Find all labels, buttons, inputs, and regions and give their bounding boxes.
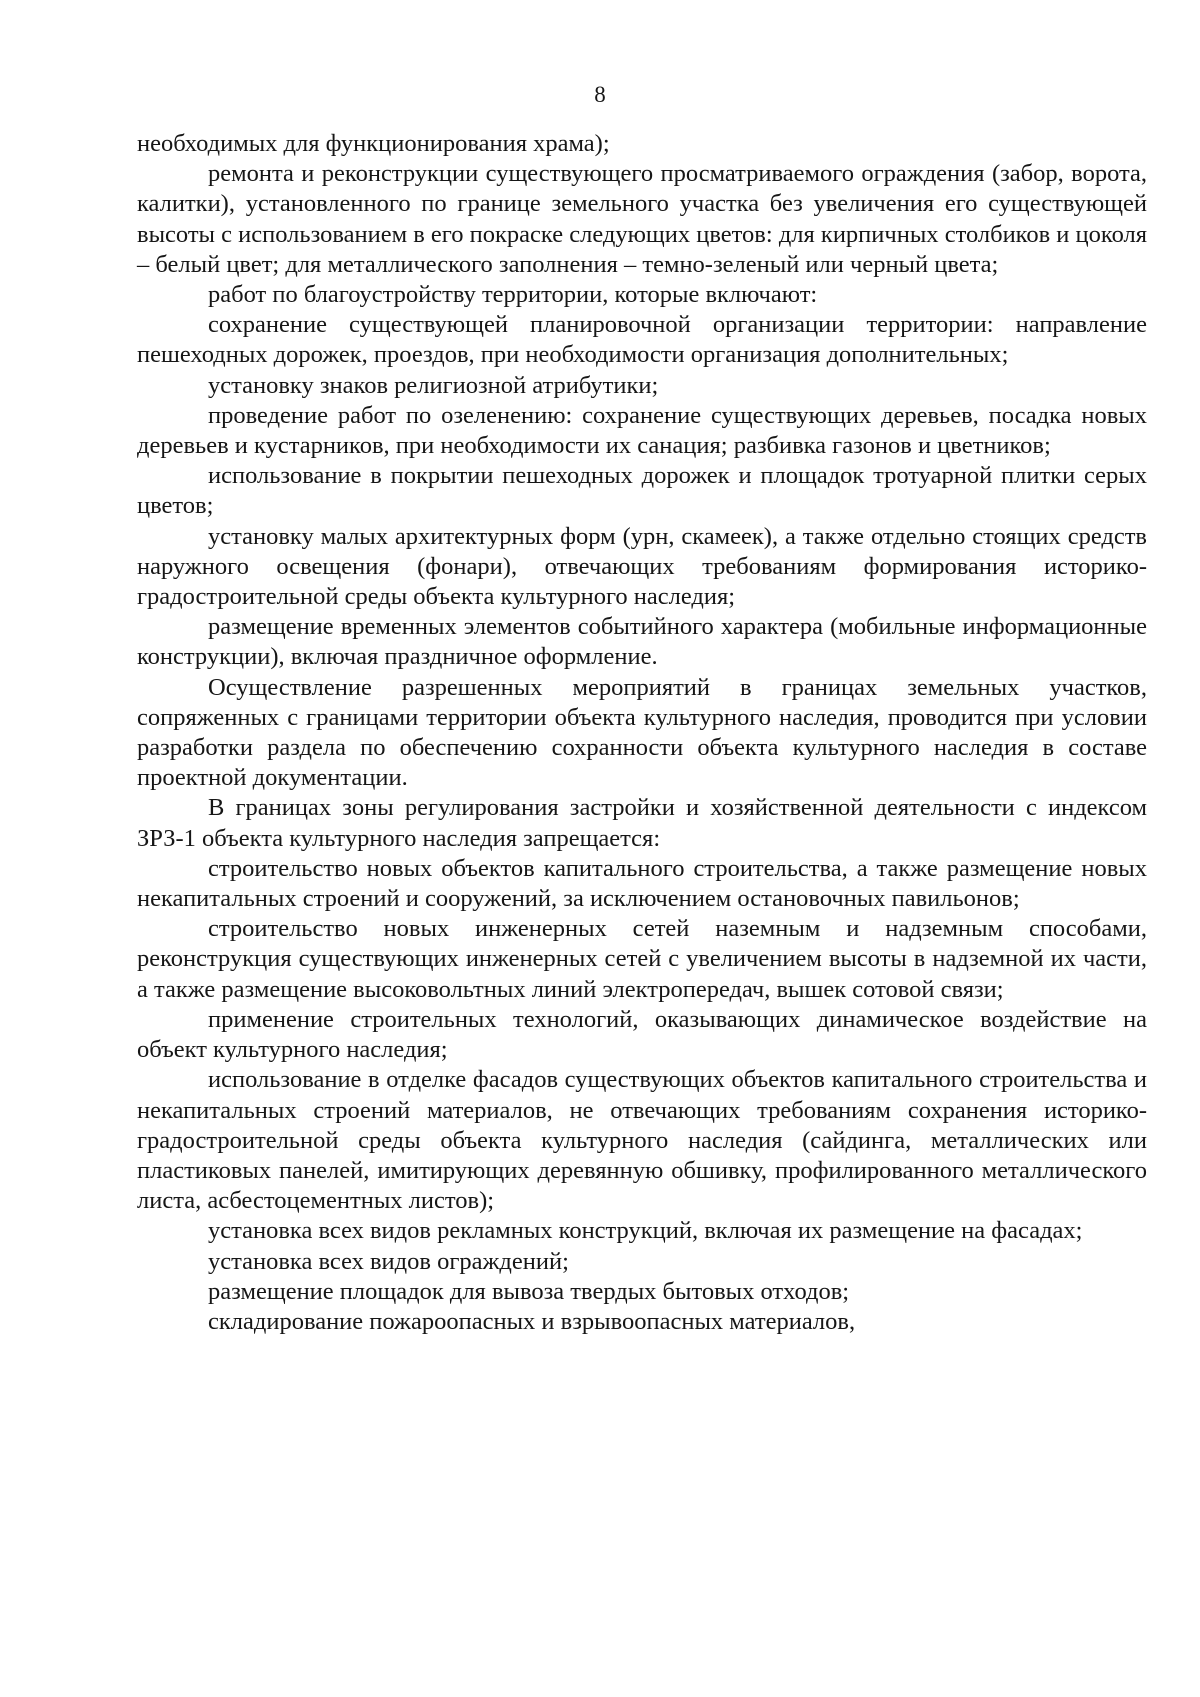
paragraph: В границах зоны регулирования застройки и хозяйственной деятельности с индексом ЗРЗ-1 объекта культурного наследия запрещается: xyxy=(137,794,1147,852)
paragraph: установка всех видов рекламных конструкций, включая их размещение на фасадах; xyxy=(208,1217,1083,1245)
paragraph: применение строительных технологий, оказывающих динамическое воздействие на объект культурного наследия; xyxy=(137,1005,1147,1064)
paragraph: складирование пожароопасных и взрывоопасных материалов, xyxy=(208,1307,856,1335)
paragraph: установку малых архитектурных форм (урн, скамеек), а также отдельно стоящих средств наружного освещения (фонари), отвечающих требованиям формирования историко-градостроительной среды объекта культурного наследия; xyxy=(137,522,1147,611)
paragraph: ремонта и реконструкции существующего просматриваемого ограждения (забор, ворота, калитки), установленного по границе земельного участка без увеличения его существующей высоты с использованием в его покраске следующих цветов: для кирпичных столбиков и цоколя – белый цвет; для металлического заполнения – темно-зеленый или черный цвета; xyxy=(137,160,1147,278)
paragraph: использование в отделке фасадов существующих объектов капитального строительства и некапитальных строений материалов, не отвечающих требованиям сохранения историко-градостроительной среды объекта культурного наследия (сайдинга, металлических или пластиковых панелей, имитирующих деревянную обшивку, профилированного металлического листа, асбестоцементных листов); xyxy=(137,1066,1147,1215)
paragraph: проведение работ по озеленению: сохранение существующих деревьев, посадка новых деревьев и кустарников, при необходимости их санация; разбивка газонов и цветников; xyxy=(137,401,1147,460)
paragraph: размещение временных элементов событийного характера (мобильные информационные конструкции), включая праздничное оформление. xyxy=(137,613,1147,671)
paragraph: размещение площадок для вывоза твердых бытовых отходов; xyxy=(208,1277,850,1305)
paragraph: установка всех видов ограждений; xyxy=(208,1247,569,1275)
paragraph: сохранение существующей планировочной организации территории: направление пешеходных дорожек, проездов, при необходимости организация дополнительных; xyxy=(137,311,1147,369)
paragraph: строительство новых инженерных сетей наземным и надземным способами, реконструкция существующих инженерных сетей с увеличением высоты в надземной их части, а также размещение высоковольтных линий электропередач, вышек сотовой связи; xyxy=(137,915,1147,1003)
paragraph: необходимых для функционирования храма); xyxy=(137,130,610,157)
paragraph: установку знаков религиозной атрибутики; xyxy=(208,371,659,399)
paragraph: строительство новых объектов капитального строительства, а также размещение новых некапитальных строений и сооружений, за исключением остановочных павильонов; xyxy=(137,854,1147,913)
paragraph: Осуществление разрешенных мероприятий в границах земельных участков, сопряженных с границами территории объекта культурного наследия, проводится при условии разработки раздела по обеспечению сохранности объекта культурного наследия в составе проектной документации. xyxy=(137,673,1147,792)
document-body xyxy=(137,129,1147,1337)
paragraph: работ по благоустройству территории, которые включают: xyxy=(208,281,818,309)
paragraph: использование в покрытии пешеходных дорожек и площадок тротуарной плитки серых цветов; xyxy=(137,462,1147,520)
page-number: 8 xyxy=(594,82,606,107)
